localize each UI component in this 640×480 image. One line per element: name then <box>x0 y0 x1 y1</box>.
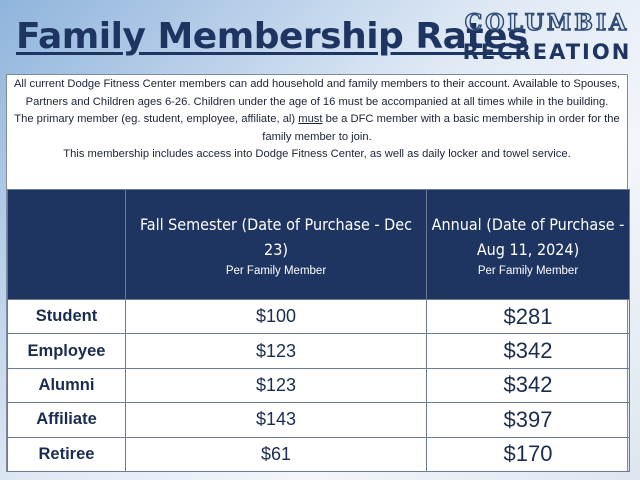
annual-price: $342 <box>427 368 630 402</box>
info-must: must <box>298 113 323 125</box>
info-eligibility: All current Dodge Fitness Center members can add household and family members to their account. Available to Spouses, Partners and Children ages 6-26. Children under the age of 16 must be accompanied at all times while in the building. <box>13 78 621 108</box>
rates-table <box>7 189 630 472</box>
annual-price: $170 <box>427 437 630 471</box>
page-title: Family Membership Rates <box>16 16 528 57</box>
row-label: Student <box>8 300 126 334</box>
annual-column-subtitle: Per Family Member <box>477 265 579 277</box>
fall-price: $123 <box>126 368 427 402</box>
row-label: Alumni <box>8 368 126 402</box>
table-row <box>8 334 630 368</box>
fall-column-subtitle: Per Family Member <box>225 265 327 277</box>
info-primary-member: The primary member (eg. student, employee, affiliate, al) must be a DFC member with a basic membership in order for the family member to join. <box>14 113 620 143</box>
table-row <box>8 437 630 471</box>
row-label: Employee <box>8 334 126 368</box>
membership-info <box>7 75 627 189</box>
rates-card <box>6 74 628 472</box>
logo-text-recreation: RECREATION <box>462 40 632 64</box>
logo-text-columbia: COLUMBIA <box>464 10 630 36</box>
info-access: This membership includes access into Dodge Fitness Center, as well as daily locker and towel service. <box>63 148 571 160</box>
fall-price: $143 <box>126 403 427 437</box>
table-row <box>8 300 630 334</box>
table-header-row <box>8 190 630 300</box>
row-label: Retiree <box>8 437 126 471</box>
fall-column-title: Fall Semester (Date of Purchase - Dec 23) <box>139 215 413 259</box>
fall-price: $61 <box>126 437 427 471</box>
table-row <box>8 368 630 402</box>
annual-price: $342 <box>427 334 630 368</box>
annual-price: $281 <box>427 300 630 334</box>
header-cell-empty <box>8 190 126 300</box>
header-cell-fall <box>126 190 427 300</box>
header-cell-annual <box>427 190 630 300</box>
columbia-recreation-logo <box>462 10 632 64</box>
fall-price: $123 <box>126 334 427 368</box>
annual-price: $397 <box>427 403 630 437</box>
fall-price: $100 <box>126 300 427 334</box>
row-label: Affiliate <box>8 403 126 437</box>
table-row <box>8 403 630 437</box>
annual-column-title: Annual (Date of Purchase - Aug 11, 2024) <box>431 215 625 259</box>
